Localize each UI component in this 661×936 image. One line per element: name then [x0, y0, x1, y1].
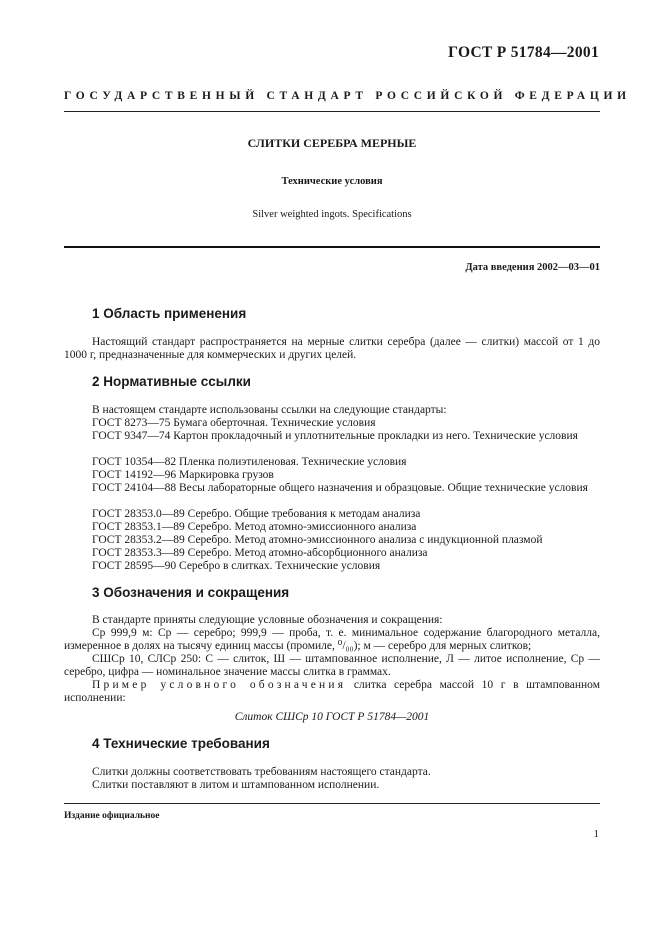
section-4-heading: 4 Технические требования: [92, 736, 270, 751]
reference-item: ГОСТ 28353.2—89 Серебро. Метод атомно-эмиссионного анализа с индукционной плазмой: [92, 534, 543, 546]
document-title-english: Silver weighted ingots. Specifications: [252, 209, 412, 220]
official-edition-label: Издание официальное: [64, 811, 160, 821]
section-3-paragraph: Ср 999,9 м: Ср — серебро; 999,9 — проба, т. е. минимальное содержание благородного металла, измеренное в долях на тысячу единиц массы (промиле, ⁰/₀₀); м — серебро для мерных слитков;: [64, 627, 600, 652]
reference-item: ГОСТ 28595—90 Серебро в слитках. Технические условия: [92, 560, 381, 572]
example-intro-text: слитка серебра массой 10 г в штампованном исполнении:: [64, 679, 600, 704]
reference-item: ГОСТ 28353.0—89 Серебро. Общие требования к методам анализа: [92, 508, 421, 520]
designation-example: Слиток СШСр 10 ГОСТ Р 51784—2001: [234, 711, 430, 723]
reference-item: ГОСТ 24104—88 Весы лабораторные общего назначения и образцовые. Общие технические условия: [92, 482, 588, 494]
section-3-heading: 3 Обозначения и сокращения: [92, 585, 290, 600]
state-standard-title: ГОСУДАРСТВЕННЫЙ СТАНДАРТ РОССИЙСКОЙ ФЕДЕРАЦИИ: [64, 90, 631, 102]
reference-item: ГОСТ 14192—96 Маркировка грузов: [92, 469, 274, 481]
gost-number: ГОСТ Р 51784—2001: [448, 44, 599, 61]
reference-item: ГОСТ 8273—75 Бумага оберточная. Технические условия: [92, 417, 376, 429]
document-subtitle: Технические условия: [281, 176, 383, 187]
footer-divider: [64, 803, 600, 804]
reference-item: ГОСТ 10354—82 Пленка полиэтиленовая. Технические условия: [92, 456, 407, 468]
section-4-paragraph: Слитки должны соответствовать требованиям настоящего стандарта.: [92, 766, 431, 778]
reference-item: ГОСТ 28353.3—89 Серебро. Метод атомно-абсорбционного анализа: [92, 547, 428, 559]
section-4-paragraph: Слитки поставляют в литом и штампованном исполнении.: [92, 779, 380, 791]
example-intro: [64, 679, 600, 705]
section-1-text: Настоящий стандарт распространяется на мерные слитки серебра (далее — слитки) массой от 1 до 1000 г, предназначенные для коммерческих и других целей.: [64, 336, 600, 361]
section-2-heading: 2 Нормативные ссылки: [92, 374, 251, 389]
title-divider: [64, 246, 600, 248]
section-1-heading: 1 Область применения: [92, 306, 247, 321]
page-number: 1: [593, 828, 599, 840]
reference-item: ГОСТ 28353.1—89 Серебро. Метод атомно-эмиссионного анализа: [92, 521, 417, 533]
header-divider: [64, 111, 600, 112]
section-3-intro: В стандарте приняты следующие условные обозначения и сокращения:: [92, 614, 443, 626]
document-title: СЛИТКИ СЕРЕБРА МЕРНЫЕ: [247, 136, 417, 150]
introduction-date: Дата введения 2002—03—01: [465, 262, 600, 273]
reference-item: ГОСТ 9347—74 Картон прокладочный и уплотнительные прокладки из него. Технические условия: [92, 430, 578, 442]
example-label: Пример условного обозначения: [92, 679, 347, 691]
section-3-paragraph: СШСр 10, СЛСр 250: С — слиток, Ш — штампованное исполнение, Л — литое исполнение, Ср — серебро, цифра — номинальное значение массы слитка в граммах.: [64, 653, 600, 678]
section-2-intro: В настоящем стандарте использованы ссылки на следующие стандарты:: [92, 404, 447, 416]
